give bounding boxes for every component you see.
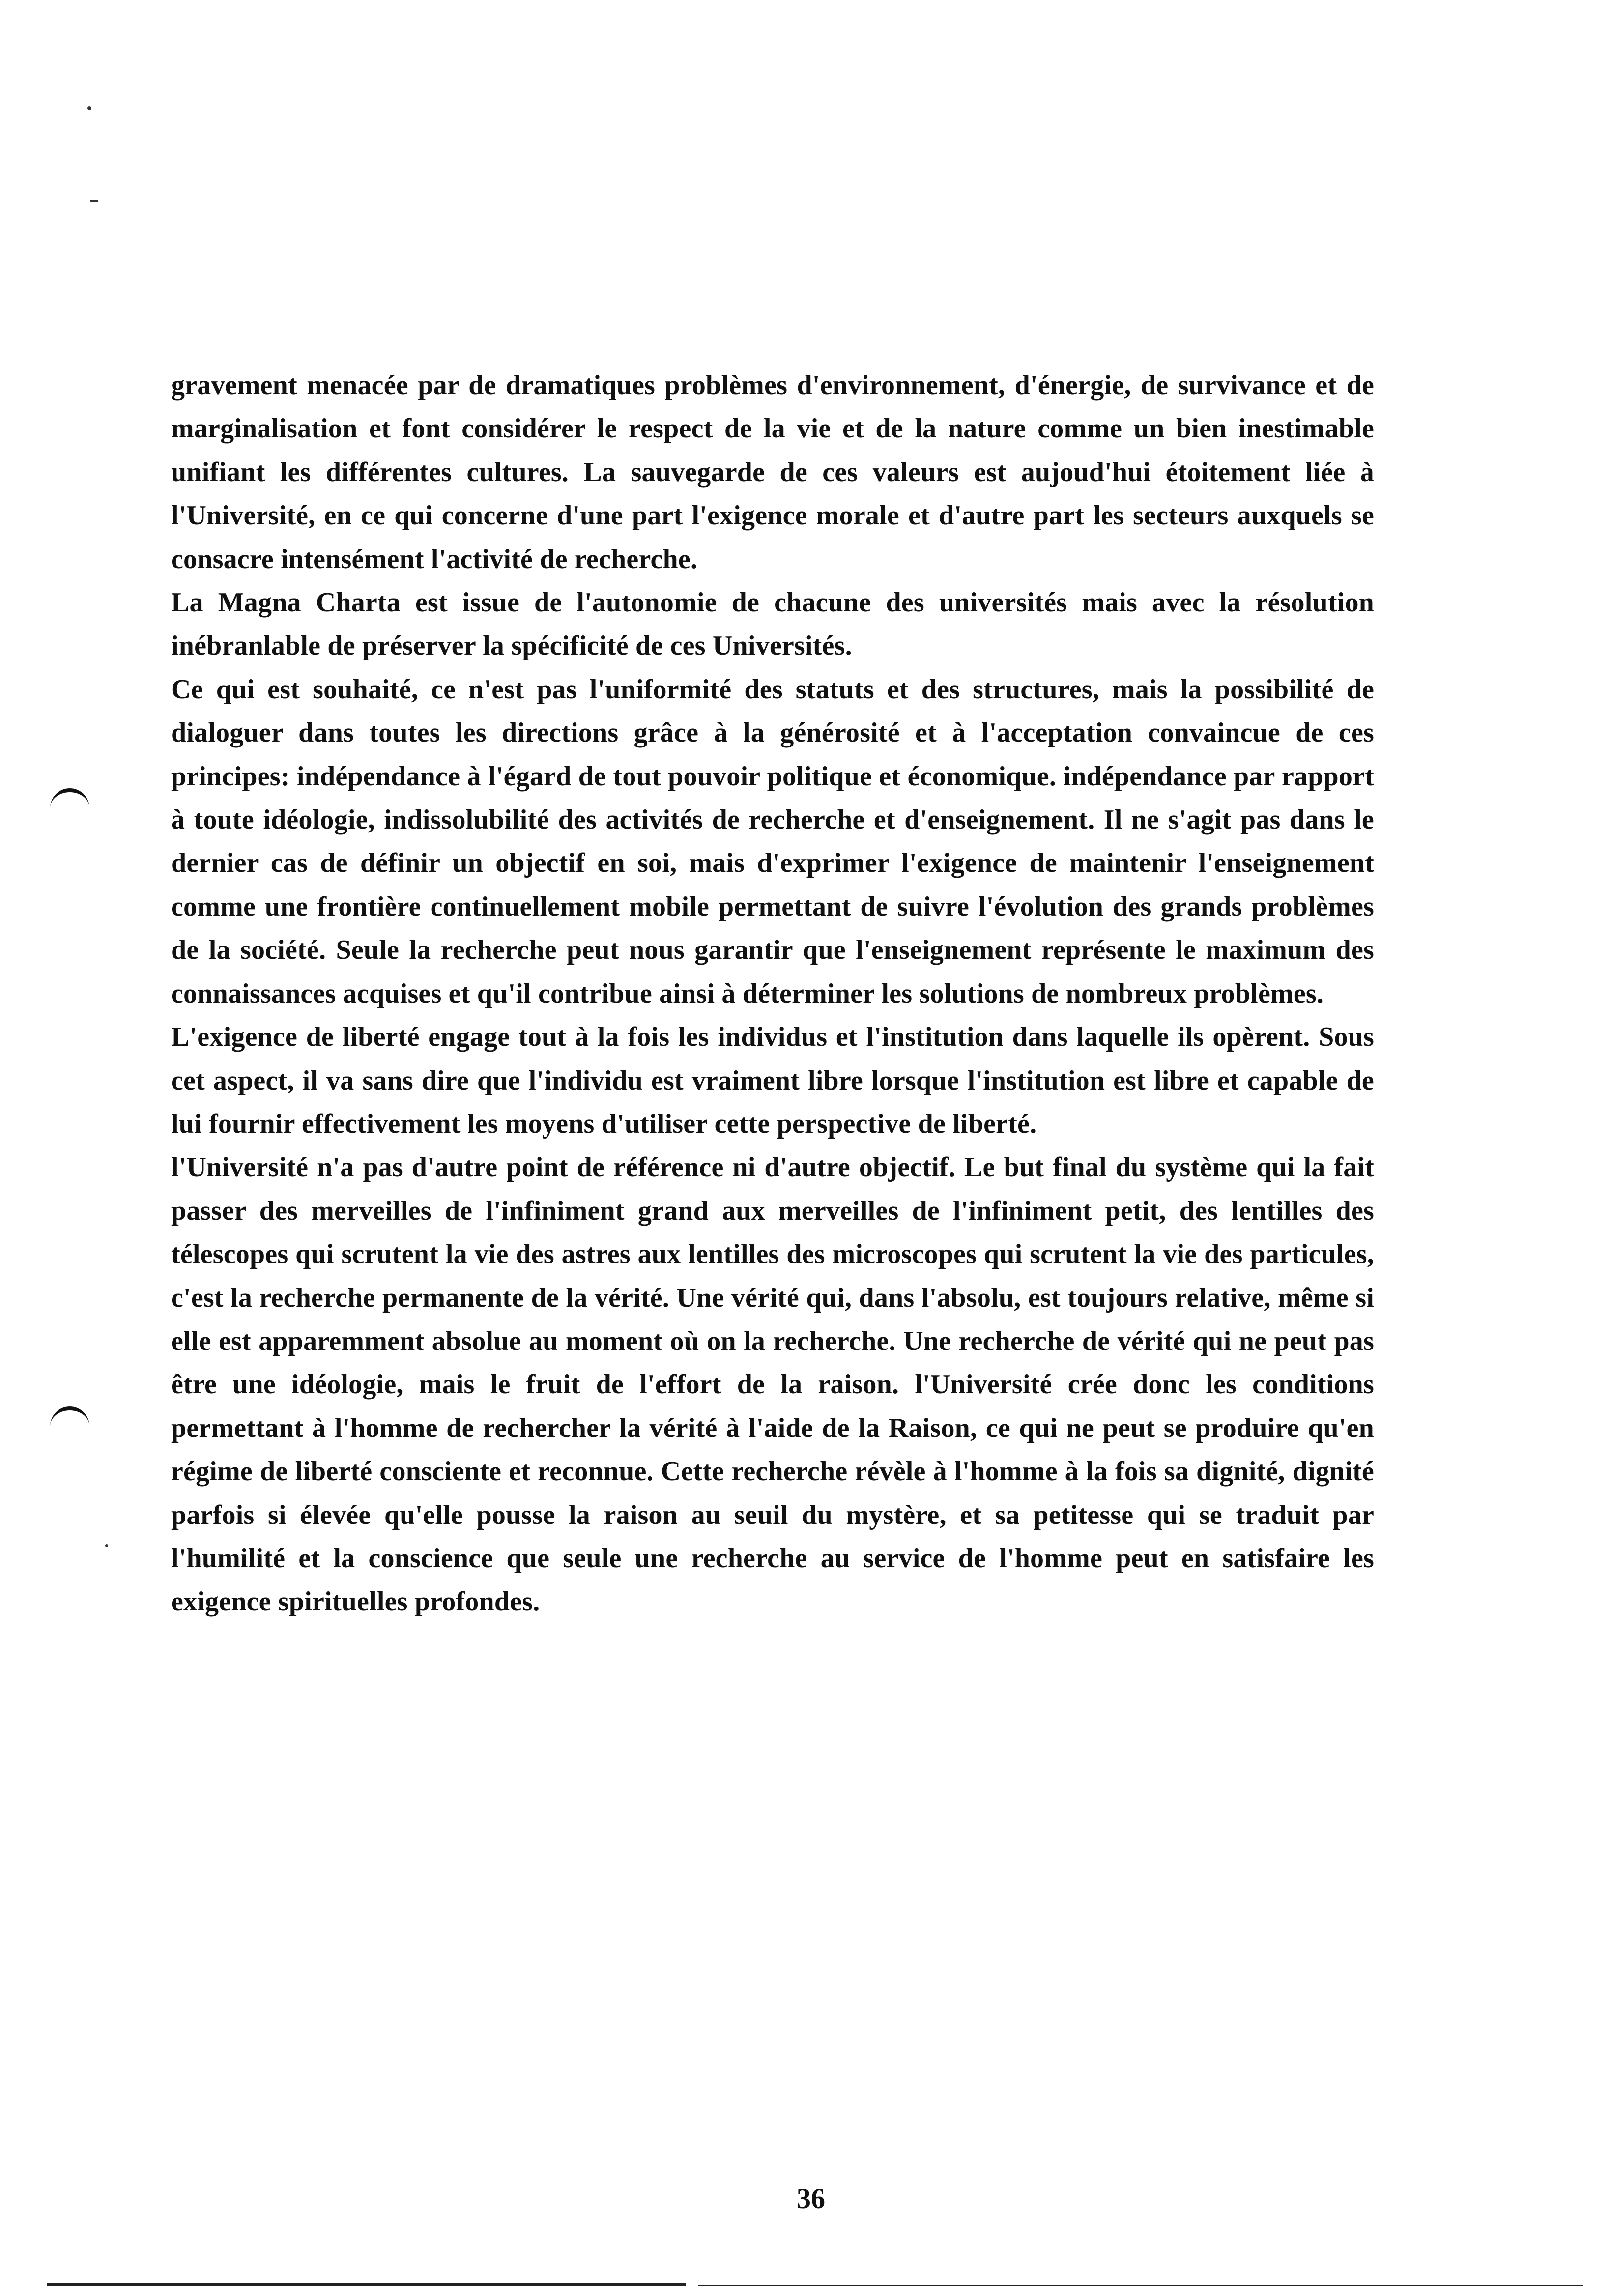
margin-dot-mark — [105, 1544, 108, 1547]
bottom-scan-rule — [47, 2283, 686, 2286]
paragraph: La Magna Charta est issue de l'autonomie de chacune des universités mais avec la résolution inébranlable de préserver la spécificité de ces Universités. — [171, 587, 1374, 661]
paragraph: Ce qui est souhaité, ce n'est pas l'uniformité des statuts et des structures, mais la possibilité de dialoguer dans toutes les directions grâce à la générosité et à l'acceptation convaincue de ces principes: indépendance à l'égard de tout pouvoir politique et économique. indépendance par rapport à toute idéologie, indissolubilité des activités de recherche et d'enseignement. Il ne s'agit pas dans le dernier cas de définir un objectif en soi, mais d'exprimer l'exigence de maintenir l'enseignement comme une frontière continuellement mobile permettant de suivre l'évolution des grands problèmes de la société. Seule la recherche peut nous garantir que l'enseignement représente le maximum des connaissances acquises et qu'il contribue ainsi à déterminer les solutions de nombreux problèmes. — [171, 674, 1374, 1009]
margin-dash-mark — [90, 200, 98, 202]
margin-arc-mark — [50, 1406, 89, 1426]
bottom-scan-rule — [698, 2285, 1583, 2286]
paragraph: l'Université n'a pas d'autre point de référence ni d'autre objectif. Le but final du système qui la fait passer des merveilles de l'infiniment grand aux merveilles de l'infiniment petit, des lentilles des télescopes qui scrutent la vie des astres aux lentilles des microscopes qui scrutent la vie des particules, c'est la recherche permanente de la vérité. Une vérité qui, dans l'absolu, est toujours relative, même si elle est apparemment absolue au moment où on la recherche. Une recherche de vérité qui ne peut pas être une idéologie, mais le fruit de l'effort de la raison. l'Université crée donc les conditions permettant à l'homme de rechercher la vérité à l'aide de la Raison, ce qui ne peut se produire qu'en régime de liberté consciente et reconnue. Cette recherche révèle à l'homme à la fois sa dignité, dignité parfois si élevée qu'elle pousse la raison au seuil du mystère, et sa petitesse qui se traduit par l'humilité et la conscience que seule une recherche au service de l'homme peut en satisfaire les exigence spirituelles profondes. — [171, 1152, 1374, 1617]
paragraph: gravement menacée par de dramatiques problèmes d'environnement, d'énergie, de survivance et de marginalisation et font considérer le respect de la vie et de la nature comme un bien inestimable unifiant les différentes cultures. La sauvegarde de ces valeurs est aujoud'hui étoitement liée à l'Université, en ce qui concerne d'une part l'exigence morale et d'autre part les secteurs auxquels se consacre intensément l'activité de recherche. — [171, 370, 1374, 574]
margin-dot-mark — [87, 106, 91, 110]
margin-arc-mark — [50, 788, 89, 808]
paragraph: L'exigence de liberté engage tout à la fois les individus et l'institution dans laquelle ils opèrent. Sous cet aspect, il va sans dire que l'individu est vraiment libre lorsque l'institution est libre et capable de lui fournir effectivement les moyens d'utiliser cette perspective de liberté. — [171, 1022, 1374, 1139]
body-text — [171, 364, 1374, 1624]
page-number: 36 — [797, 2182, 825, 2214]
